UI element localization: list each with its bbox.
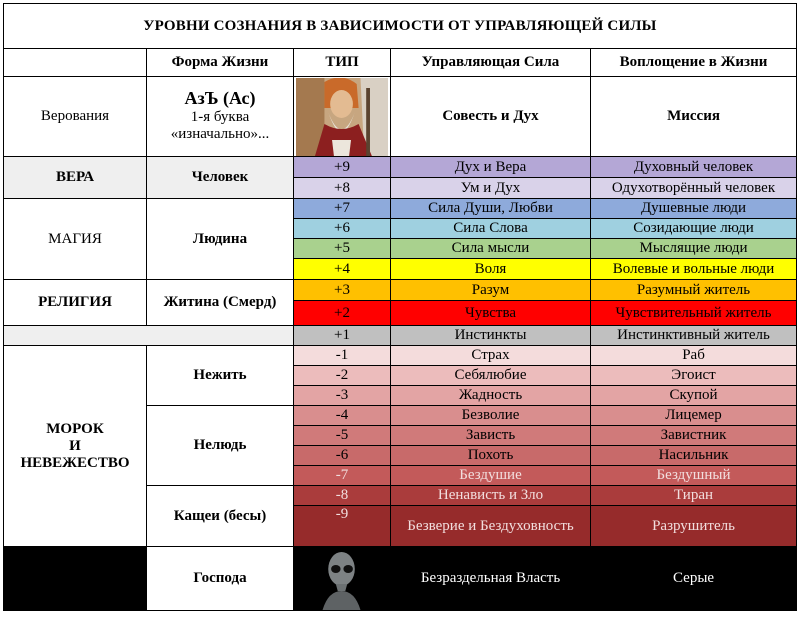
level-force: Сила Души, Любви [391, 199, 591, 219]
level-force: Чувства [391, 301, 591, 326]
life-form-chelovek: Человек [147, 157, 294, 199]
level-embodiment: Чувствительный житель [591, 301, 797, 326]
level-force: Страх [391, 346, 591, 366]
level-type: +6 [294, 219, 391, 239]
level-force: Ненависть и Зло [391, 486, 591, 506]
level-type: +3 [294, 280, 391, 301]
level-type: -4 [294, 406, 391, 426]
life-form-zhitina: Житина (Смерд) [147, 280, 294, 326]
level-type: -3 [294, 386, 391, 406]
level-force: Дух и Вера [391, 157, 591, 178]
level-force: Похоть [391, 446, 591, 466]
level-type: +7 [294, 199, 391, 219]
life-form-kashchei: Кащеи (бесы) [147, 486, 294, 547]
group-morok [4, 346, 147, 547]
beliefs-label: Верования [4, 77, 147, 157]
level-embodiment: Эгоист [591, 366, 797, 386]
level-embodiment: Созидающие люди [591, 219, 797, 239]
level-type: -8 [294, 486, 391, 506]
level-embodiment: Насильник [591, 446, 797, 466]
level-type: +8 [294, 178, 391, 199]
az-title: АзЪ (Ас) [184, 88, 256, 108]
level-force: Зависть [391, 426, 591, 446]
life-form-nelyud: Нелюдь [147, 406, 294, 486]
life-form-gospoda: Господа [147, 547, 294, 611]
level-embodiment: Волевые и вольные люди [591, 259, 797, 280]
level-force: Ум и Дух [391, 178, 591, 199]
elder-portrait-image [296, 78, 388, 156]
intro-embodiment: Миссия [591, 77, 797, 157]
alien-figure-image [296, 547, 388, 610]
bottom-empty-cell [4, 547, 147, 611]
level-embodiment: Мыслящие люди [591, 239, 797, 259]
level-embodiment: Душевные люди [591, 199, 797, 219]
header-type: ТИП [294, 49, 391, 77]
level-force: Бездушие [391, 466, 591, 486]
life-form-lyudina: Людина [147, 199, 294, 280]
level-embodiment: Одухотворённый человек [591, 178, 797, 199]
bottom-force: Безраздельная Власть [391, 547, 591, 611]
level-embodiment: Раб [591, 346, 797, 366]
table-title: УРОВНИ СОЗНАНИЯ В ЗАВИСИМОСТИ ОТ УПРАВЛЯЮЩЕЙ СИЛЫ [4, 4, 797, 49]
level-embodiment: Лицемер [591, 406, 797, 426]
level-type: +5 [294, 239, 391, 259]
level-embodiment: Бездушный [591, 466, 797, 486]
header-life-form: Форма Жизни [147, 49, 294, 77]
group-vera: ВЕРА [4, 157, 147, 199]
level-embodiment: Духовный человек [591, 157, 797, 178]
level-type: -1 [294, 346, 391, 366]
morok-line-1: МОРОК [46, 420, 104, 437]
az-line-3: «изначально»... [170, 126, 270, 142]
level-force: Сила мысли [391, 239, 591, 259]
level-type: +2 [294, 301, 391, 326]
level-type: -2 [294, 366, 391, 386]
group-magiya: МАГИЯ [4, 199, 147, 280]
level-type: -9 [294, 506, 391, 547]
level-force: Безверие и Бездуховность [391, 506, 591, 547]
header-embodiment: Воплощение в Жизни [591, 49, 797, 77]
header-controlling-force: Управляющая Сила [391, 49, 591, 77]
level-force: Себялюбие [391, 366, 591, 386]
level-force: Инстинкты [391, 326, 591, 346]
header-empty [4, 49, 147, 77]
level-type: +1 [294, 326, 391, 346]
level-force: Безволие [391, 406, 591, 426]
level-embodiment: Разрушитель [591, 506, 797, 547]
level-embodiment: Разумный житель [591, 280, 797, 301]
level-embodiment: Скупой [591, 386, 797, 406]
level-force: Воля [391, 259, 591, 280]
level-type: -7 [294, 466, 391, 486]
level-force: Разум [391, 280, 591, 301]
level-embodiment: Инстинктивный житель [591, 326, 797, 346]
alien-image-cell [294, 547, 391, 611]
az-line-2: 1-я буква [190, 109, 250, 125]
level-type: -5 [294, 426, 391, 446]
intro-force: Совесть и Дух [391, 77, 591, 157]
level-force: Сила Слова [391, 219, 591, 239]
consciousness-levels-table [3, 3, 797, 611]
az-description [147, 77, 294, 157]
level-embodiment: Завистник [591, 426, 797, 446]
morok-line-2: И [69, 437, 81, 454]
elder-portrait-cell [294, 77, 391, 157]
bottom-embodiment: Серые [591, 547, 797, 611]
level-type: +9 [294, 157, 391, 178]
life-form-nezhit: Нежить [147, 346, 294, 406]
level-embodiment: Тиран [591, 486, 797, 506]
instinct-empty-band [4, 326, 294, 346]
level-force: Жадность [391, 386, 591, 406]
group-religiya: РЕЛИГИЯ [4, 280, 147, 326]
morok-line-3: НЕВЕЖЕСТВО [20, 454, 130, 471]
level-type: +4 [294, 259, 391, 280]
level-type: -6 [294, 446, 391, 466]
